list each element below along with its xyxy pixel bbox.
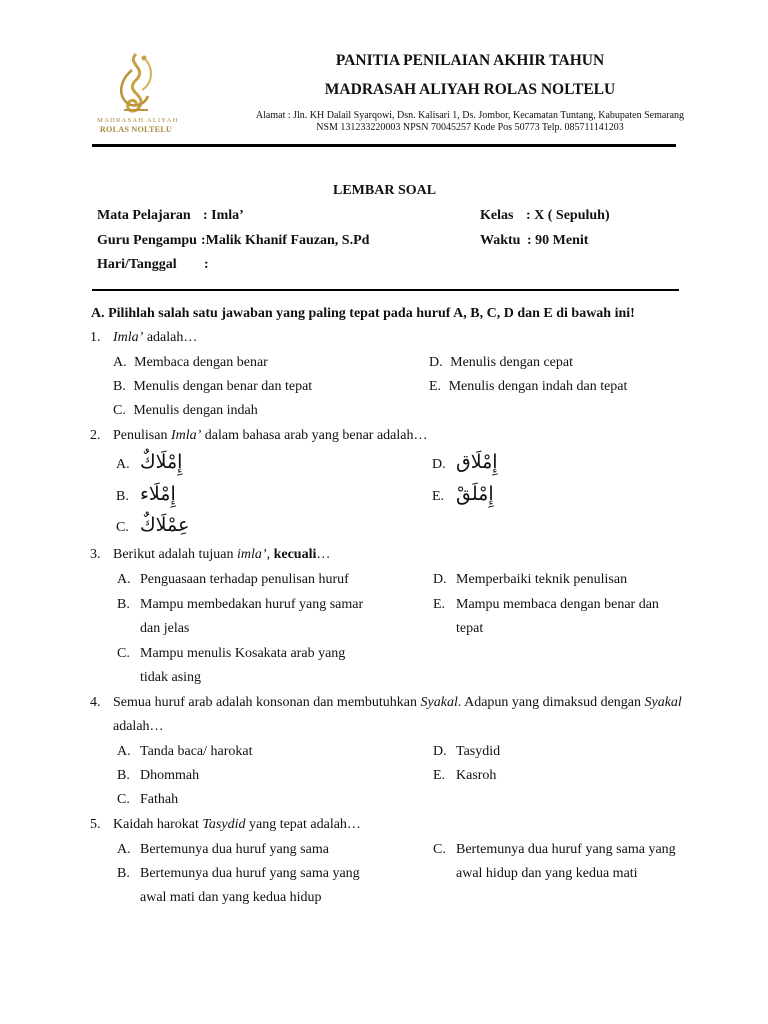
- q4-option-c: C. Fathah: [117, 792, 179, 807]
- q2-option-e: إِمْلَقْ: [456, 483, 494, 505]
- section-a-instruction: A. Pilihlah salah satu jawaban yang paling tepat pada huruf A, B, C, D dan E di bawah ini!: [91, 306, 635, 321]
- q2-option-a: إِمْلَاكٌ: [140, 451, 183, 473]
- guru-label: Guru Pengampu: [97, 233, 197, 248]
- hari-label: Hari/Tanggal: [97, 257, 177, 272]
- q5-option-b-line2: awal mati dan yang kedua hidup: [140, 890, 322, 905]
- q3-option-b: B. Mampu membedakan huruf yang samar: [117, 597, 364, 612]
- sheet-title: LEMBAR SOAL: [333, 183, 437, 198]
- q2-option-a-letter: A.: [116, 457, 130, 472]
- q3-option-c-line2: tidak asing: [140, 670, 202, 685]
- q5-option-b: B. Bertemunya dua huruf yang sama yang: [117, 866, 360, 881]
- logo-text-line1: MADRASAH ALIYAH: [97, 117, 179, 124]
- mapel-value: : Imla’: [203, 208, 244, 223]
- q4-number: 4.: [90, 695, 101, 710]
- q2-text: Penulisan Imla’ dalam bahasa arab yang benar adalah…: [113, 428, 428, 443]
- q5-option-c-line2: awal hidup dan yang kedua mati: [456, 866, 638, 881]
- q4-text-line2: adalah…: [113, 719, 164, 734]
- q3-option-e-line2: tepat: [456, 621, 484, 636]
- q4-option-a: A. Tanda baca/ harokat: [117, 744, 253, 759]
- header-title-1: PANITIA PENILAIAN AKHIR TAHUN: [335, 52, 605, 69]
- q2-option-c-letter: C.: [116, 520, 129, 535]
- q2-number: 2.: [90, 428, 101, 443]
- q3-option-e: E. Mampu membaca dengan benar dan: [433, 597, 659, 612]
- q5-option-a: A. Bertemunya dua huruf yang sama: [117, 842, 329, 857]
- q4-option-e: E. Kasroh: [433, 768, 497, 783]
- q2-option-e-letter: E.: [432, 489, 445, 504]
- mapel-label: Mata Pelajaran: [97, 208, 191, 223]
- logo-text-line2: ROLAS NOLTELU: [99, 125, 173, 134]
- q3-number: 3.: [90, 547, 101, 562]
- q2-option-b-letter: B.: [116, 489, 129, 504]
- q1-text: Imla’ adalah…: [113, 330, 198, 345]
- q1-option-b: B. Menulis dengan benar dan tepat: [113, 379, 313, 394]
- q2-option-b: إِمْلَاء: [140, 483, 176, 505]
- q3-option-b-line2: dan jelas: [140, 621, 190, 636]
- q1-number: 1.: [90, 330, 101, 345]
- q2-option-d-letter: D.: [432, 457, 446, 472]
- q5-number: 5.: [90, 817, 101, 832]
- q2-option-c: عِمْلَاكٌ: [140, 514, 190, 536]
- q3-option-d: D. Memperbaiki teknik penulisan: [433, 572, 628, 587]
- q4-option-d: D. Tasydid: [433, 744, 501, 759]
- waktu-value: : 90 Menit: [527, 233, 589, 248]
- waktu-label: Waktu: [480, 233, 521, 248]
- q3-text: Berikut adalah tujuan imla’, kecuali…: [113, 547, 331, 562]
- q1-option-a: A. Membaca dengan benar: [113, 355, 268, 370]
- guru-value: :Malik Khanif Fauzan, S.Pd: [201, 233, 370, 248]
- q2-option-d: إِمْلَاق: [456, 451, 498, 473]
- header-address-2: NSM 131233220003 NPSN 70045257 Kode Pos 50773 Telp. 085711141203: [316, 122, 624, 133]
- kelas-label: Kelas: [480, 208, 514, 223]
- q1-option-c: C. Menulis dengan indah: [113, 403, 258, 418]
- q3-option-c: C. Mampu menulis Kosakata arab yang: [117, 646, 346, 661]
- info-divider: [92, 289, 679, 291]
- q3-option-a: A. Penguasaan terhadap penulisan huruf: [117, 572, 349, 587]
- hari-value: :: [204, 257, 209, 272]
- kelas-value: : X ( Sepuluh): [526, 208, 610, 223]
- q4-option-b: B. Dhommah: [117, 768, 200, 783]
- q1-option-e: E. Menulis dengan indah dan tepat: [429, 379, 628, 394]
- header-title-2: MADRASAH ALIYAH ROLAS NOLTELU: [324, 81, 616, 98]
- header-address-1: Alamat : Jln. KH Dalail Syarqowi, Dsn. Kalisari 1, Ds. Jombor, Kecamatan Tuntang, Kabupaten Semarang: [255, 110, 685, 121]
- q1-option-d: D. Menulis dengan cepat: [429, 355, 573, 370]
- q4-text: Semua huruf arab adalah konsonan dan membutuhkan Syakal. Adapun yang dimaksud dengan Syakal: [113, 695, 682, 710]
- q5-text: Kaidah harokat Tasydid yang tepat adalah…: [113, 817, 361, 832]
- q5-option-c: C. Bertemunya dua huruf yang sama yang: [433, 842, 676, 857]
- header-divider: [92, 144, 676, 147]
